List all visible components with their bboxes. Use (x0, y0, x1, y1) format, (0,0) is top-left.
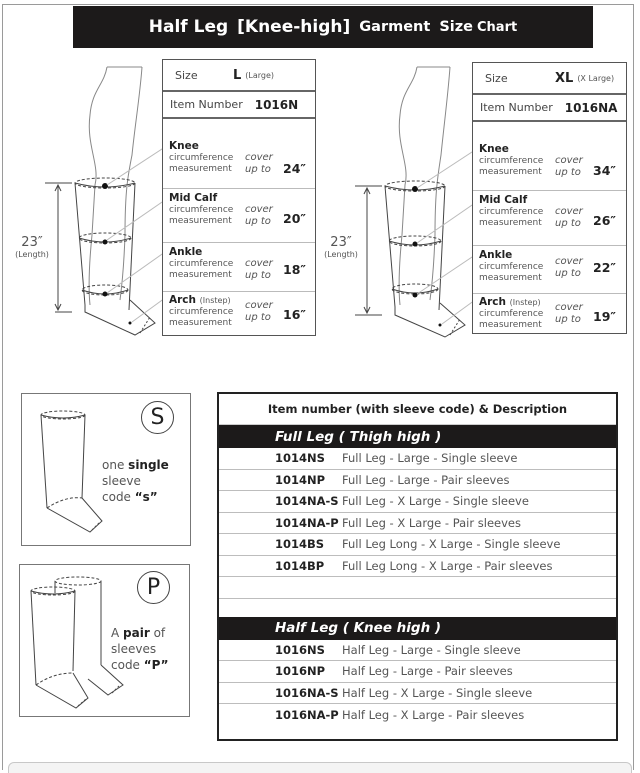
title-part-5: Chart (477, 19, 518, 35)
item-number-value: 1016N (254, 97, 299, 112)
table-row: 1014NA-S Full Leg - X Large - Single sleeve (219, 491, 616, 513)
table-row: 1014BP Full Leg Long - X Large - Pair sleeves (219, 556, 616, 578)
item-number-value: 1016NA (564, 100, 618, 115)
measurement-ankle: Ankle circumference measurement cover up to 18″ (163, 243, 315, 292)
title-part-1: Half Leg (148, 17, 229, 37)
size-row: Size XL (X Large) (473, 63, 626, 95)
table-row: 1014NS Full Leg - Large - Single sleeve (219, 448, 616, 470)
item-number-table (217, 392, 618, 741)
table-spacer (219, 599, 616, 617)
table-row: 1016NS Half Leg - Large - Single sleeve (219, 640, 616, 662)
size-value: XL (555, 70, 574, 86)
length-label-xlarge: 23″ (Length) (324, 235, 358, 259)
sleeve-code-pair-box (19, 564, 190, 717)
measurement-ankle: Ankle circumference measurement cover up to 22″ (473, 246, 626, 294)
table-header: Item number (with sleeve code) & Description (219, 394, 616, 425)
table-row: 1016NA-S Half Leg - X Large - Single sleeve (219, 683, 616, 705)
measurement-mid-calf: Mid Calf circumference measurement cover up to 20″ (163, 189, 315, 243)
size-panel-xlarge (472, 62, 627, 334)
leg-illustration-xlarge (320, 55, 475, 345)
code-s-badge: S (141, 401, 174, 434)
size-row: Size L (Large) (163, 60, 315, 92)
page-title (73, 6, 593, 48)
table-row: 1014NA-P Full Leg - X Large - Pair sleeves (219, 513, 616, 535)
table-spacer (219, 577, 616, 599)
title-part-2: [Knee-high] (237, 17, 351, 37)
bottom-edge (8, 762, 632, 773)
section-half-leg: Half Leg ( Knee high ) (219, 617, 616, 640)
measurement-arch: Arch (Instep) circumference measurement cover up to 19″ (479, 296, 616, 330)
item-number-row: Item Number 1016NA (473, 95, 626, 122)
size-panel-large (162, 59, 316, 336)
leg-illustration-large (0, 55, 165, 345)
length-label-large: 23″ (Length) (15, 235, 49, 259)
item-number-row: Item Number 1016N (163, 92, 315, 119)
section-full-leg: Full Leg ( Thigh high ) (219, 425, 616, 448)
table-row: 1014BS Full Leg Long - X Large - Single sleeve (219, 534, 616, 556)
table-row: 1016NP Half Leg - Large - Pair sleeves (219, 661, 616, 683)
table-row: 1014NP Full Leg - Large - Pair sleeves (219, 470, 616, 492)
code-p-badge: P (137, 571, 170, 604)
measurement-mid-calf: Mid Calf circumference measurement cover up to 26″ (473, 191, 626, 246)
measurement-arch: Arch (Instep) circumference measurement cover up to 16″ (169, 294, 306, 328)
table-row: 1016NA-P Half Leg - X Large - Pair sleeves (275, 707, 525, 722)
title-part-3: Garment (359, 19, 431, 35)
measurement-knee: Knee circumference measurement cover up to 34″ (473, 122, 626, 191)
title-part-4: Size (439, 19, 474, 35)
code-p-description: A pair of sleeves code “P” (111, 626, 169, 672)
code-s-description: one single sleeve code “s” (102, 458, 169, 504)
measurement-knee: Knee circumference measurement cover up to 24″ (163, 119, 315, 189)
sleeve-code-single-box (21, 393, 191, 546)
size-value: L (233, 67, 242, 83)
